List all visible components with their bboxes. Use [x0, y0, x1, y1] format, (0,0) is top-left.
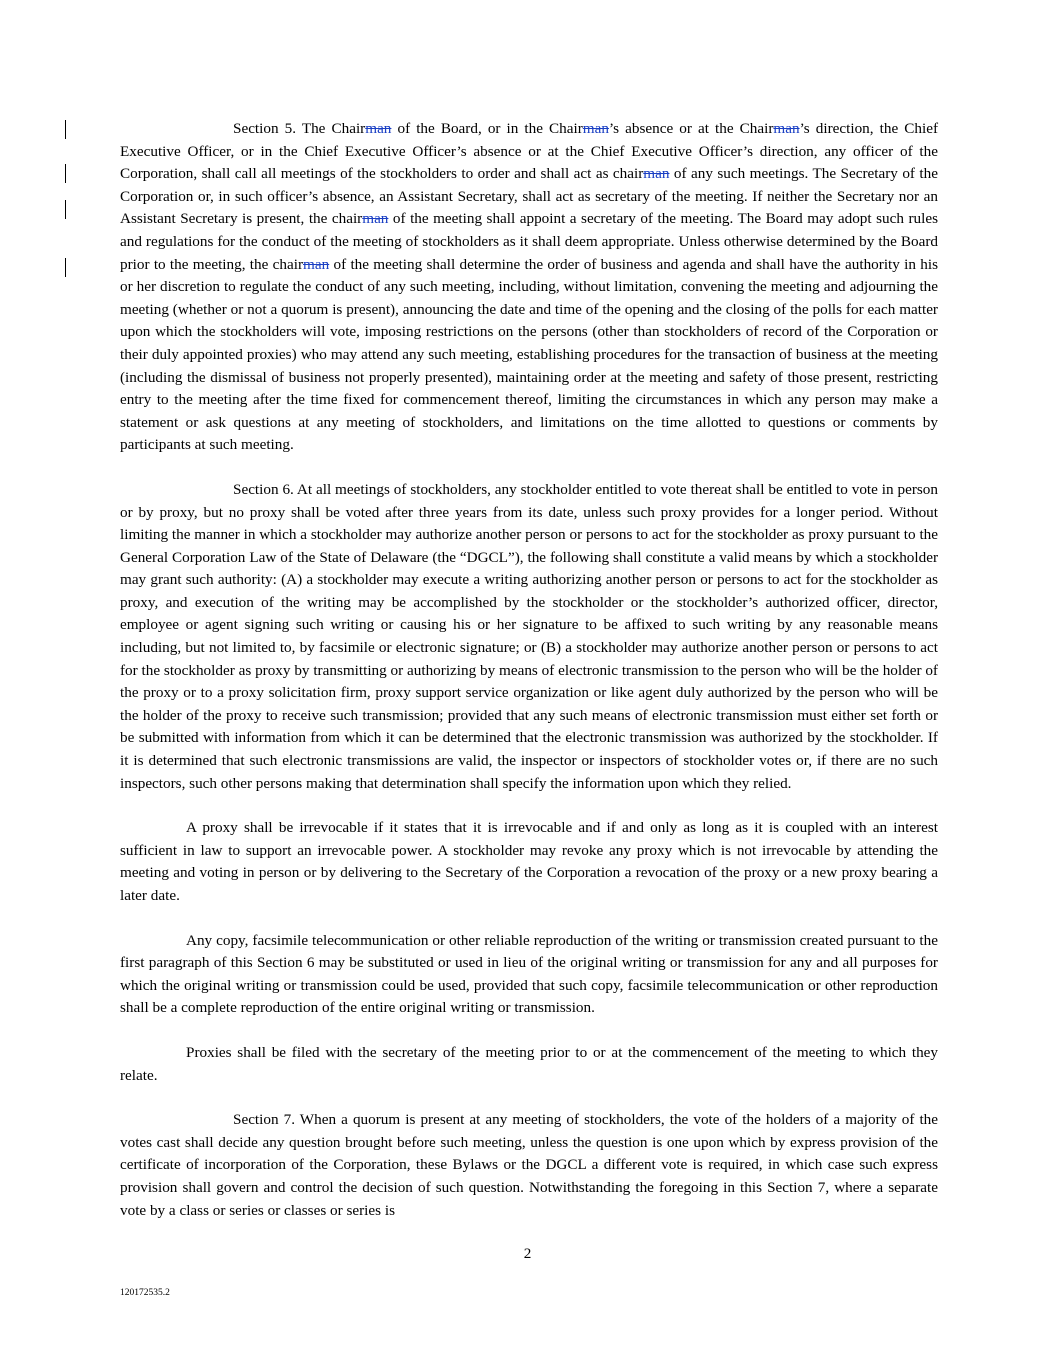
change-bar [65, 164, 66, 183]
change-bar [65, 258, 66, 277]
text-run: of the Board, or in the Chair [391, 120, 583, 137]
struck-text: man [362, 210, 389, 228]
text-run: Section 5. The Chair [233, 120, 366, 137]
struck-text: man [365, 120, 392, 137]
text-run: Proxies shall be filed with the secretary of the meeting prior to or at the commencement of the meeting to which they relate. [120, 1043, 938, 1084]
text-run: Any copy, facsimile telecommunication or other reliable reproduction of the writing or transmission created pursuant to the first paragraph of this Section 6 may be substituted or used in lieu of the original writing or transmission for any and all purposes for which the original writing or transmission could be used, provided that such copy, facsimile telecommunication or other reproduction shall be a complete reproduction of the entire original writing or transmission. [120, 931, 938, 1017]
struck-text: man [303, 255, 330, 273]
paragraph-copy-facsimile [120, 930, 938, 1020]
text-run: ’s absence or at the Chair [608, 120, 774, 137]
page-number: 2 [523, 1245, 532, 1262]
change-bar [65, 200, 66, 219]
text-run: Section 6. At all meetings of stockholders, any stockholder entitled to vote thereat shall be entitled to vote in person or by proxy, but no proxy shall be voted after three years from its date, unless such proxy provides for a longer period. Without limiting the manner in which a stockholder may authorize another person or persons to act for the stockholder as proxy pursuant to the General Corporation Law of the State of Delaware (the “DGCL”), the following shall constitute a valid means by which a stockholder may grant such authority: (A) a stockholder may execute a writing authorizing another person or persons to act for the stockholder as proxy, and execution of the writing may be accomplished by the stockholder or the stockholder’s authorized officer, director, employee or agent signing such writing or causing his or her signature to be affixed to such writing by any reasonable means including, but not limited to, by facsimile or electronic signature; or (B) a stockholder may authorize another person or persons to act for the stockholder as proxy by transmitting or authorizing by means of electronic transmission to the person who will be the holder of the proxy or to a proxy solicitation firm, proxy support service organization or like agent duly authorized by the person who will be the holder of the proxy to receive such transmission; provided that any such means of electronic transmission must either set forth or be submitted with information from which it can be determined that the electronic transmission was authorized by the stockholder. If it is determined that such electronic transmissions are valid, the inspector or inspectors of stockholder votes or, if there are no such inspectors, such other persons making that determination shall specify the information upon which they relied. [120, 480, 938, 792]
struck-text: man [643, 165, 670, 183]
paragraph-section-7 [120, 1109, 938, 1222]
paragraph-proxies-filed [120, 1042, 938, 1087]
text-run: of the meeting shall determine the order of business and agenda and shall have the authority in his or her discretion to regulate the conduct of any such meeting, including, without limitation, convening the meeting and adjourning the meeting (whether or not a quorum is present), announcing the date and time of the opening and the closing of the polls for each matter upon which the stockholders will vote, imposing restrictions on the persons (other than stockholders of record of the Corporation or their duly appointed proxies) who may attend any such meeting, establishing procedures for the transaction of business at the meeting (including the dismissal of business not properly presented), maintaining order at the meeting and safety of those present, restricting entry to the meeting after the time fixed for commencement thereof, limiting the circumstances in which any person may make a statement or ask questions at any meeting of stockholders, and limitations on the time allotted to questions or comments by participants at such meeting. [120, 255, 938, 454]
document-body [120, 118, 938, 1222]
footer-document-code: 120172535.2 [120, 1288, 170, 1298]
paragraph-proxy-irrevocable [120, 817, 938, 907]
text-run: Section 7. When a quorum is present at any meeting of stockholders, the vote of the holders of a majority of the votes cast shall decide any question brought before such meeting, unless the question is one upon which by express provision of the certificate of incorporation of the Corporation, these Bylaws or the DGCL a different vote is required, in which case such express provision shall govern and control the decision of such question. Notwithstanding the foregoing in this Section 7, where a separate vote by a class or series or classes or series is [120, 1111, 938, 1219]
paragraph-section-6 [120, 479, 938, 795]
text-run: of the meeting shall appoint a secretary of the meeting. The Board may adopt such rules and regulations for the conduct of the meeting of stockholders as it shall deem appropriate. Unless otherwise determined by the Board prior to the meeting, the chair [120, 210, 938, 273]
text-run: of any such meetings. The Secretary of the Corporation or, in such officer’s absence, an Assistant Secretary, shall act as secretary of the meeting. If neither the Secretary nor an Assistant Secretary is present, the chair [120, 165, 938, 228]
change-bar [65, 120, 66, 139]
text-run: ’s direction, the Chief Executive Officer, or in the Chief Executive Officer’s absence or at the Chief Executive Officer’s direction, any officer of the Corporation, shall call all meetings of the stockholders to order and shall act as chair [120, 120, 938, 183]
text-run: A proxy shall be irrevocable if it states that it is irrevocable and if and only as long as it is coupled with an interest sufficient in law to support an irrevocable power. A stockholder may revoke any proxy which is not irrevocable by attending the meeting and voting in person or by delivering to the Secretary of the Corporation a revocation of the proxy or a new proxy bearing a later date. [120, 819, 938, 904]
struck-text: man [773, 120, 800, 137]
paragraph-section-5 [120, 118, 938, 457]
struck-text: man [582, 120, 609, 137]
